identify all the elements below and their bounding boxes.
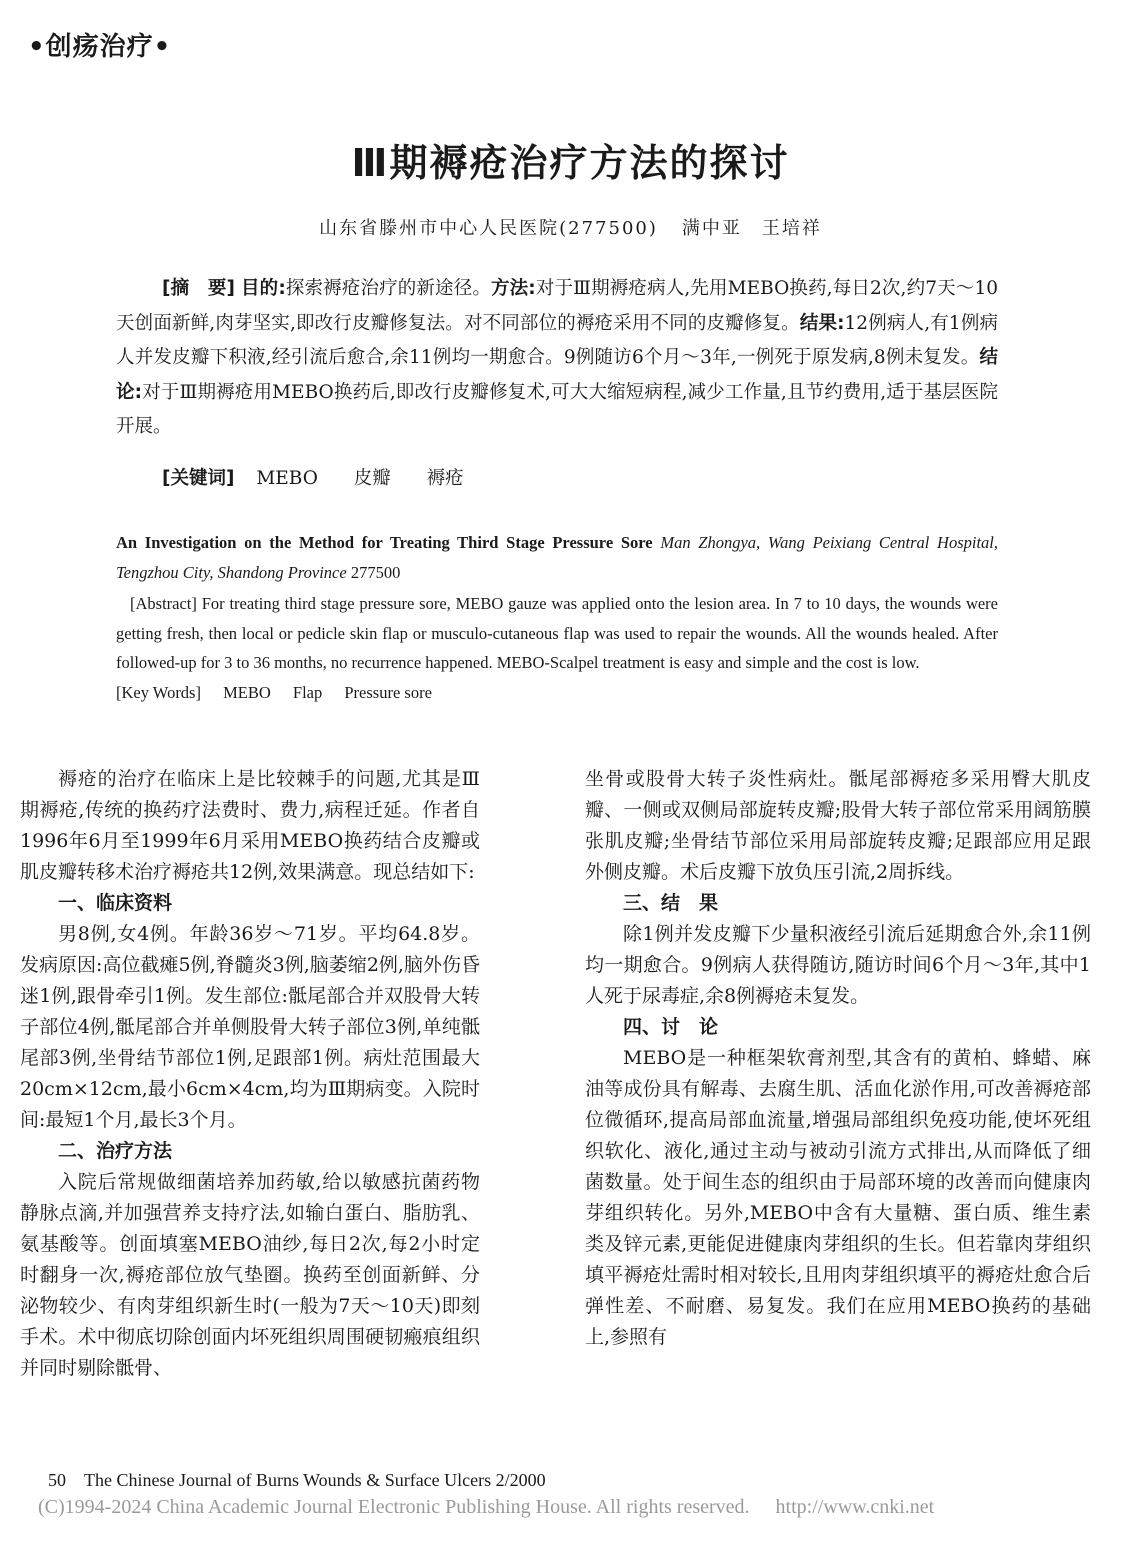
results-paragraph: 除1例并发皮瓣下少量积液经引流后延期愈合外,余11例均一期愈合。9例病人获得随访,随访时间6个月～3年,其中1人死于尿毒症,余8例褥疮未复发。 xyxy=(585,923,1091,1007)
source-url: http://www.cnki.net xyxy=(775,1496,935,1518)
english-abstract-text: For treating third stage pressure sore, MEBO gauze was applied onto the lesion area. In 7 to 10 days, the wounds were getting fresh, then local or pedicle skin flap or musculo-cutaneous flap was used to repair the wounds. All the wounds healed. After followed-up for 3 to 36 months, no recurrence happened. MEBO-Scalpel treatment is easy and simple and the cost is low. xyxy=(116,594,999,672)
clinical-paragraph: 男8例,女4例。年龄36岁～71岁。平均64.8岁。发病原因:高位截瘫5例,脊髓炎3例,脑萎缩2例,脑外伤昏迷1例,跟骨牵引1例。发生部位:骶尾部合并双股骨大转子部位4例,骶尾部合并单侧股骨大转子部位3例,单纯骶尾部3例,坐骨结节部位1例,足跟部1例。病灶范围最大20cm×12cm,最小6cm×4cm,均为Ⅲ期病变。入院时间:最短1个月,最长3个月。 xyxy=(20,923,480,1131)
keyword: 褥疮 xyxy=(426,468,464,489)
section-tag: •创疡治疗• xyxy=(28,32,172,62)
discussion-paragraph: MEBO是一种框架软膏剂型,其含有的黄柏、蜂蜡、麻油等成份具有解毒、去腐生肌、活血化淤作用,可改善褥疮部位微循环,提高局部血流量,增强局部组织免疫功能,使坏死组织软化、液化,通过主动与被动引流方式排出,从而降低了细菌数量。处于间生态的组织由于局部环境的改善而向健康肉芽组织转化。另外,MEBO中含有大量糖、蛋白质、维生素类及锌元素,更能促进健康肉芽组织的生长。但若靠肉芽组织填平褥疮灶需时相对较长,且用肉芽组织填平的褥疮灶愈合后弹性差、不耐磨、易复发。我们在应用MEBO换药的基础上,参照有 xyxy=(585,1047,1091,1348)
copyright-text: (C)1994-2024 China Academic Journal Electronic Publishing House. All rights reserved. xyxy=(38,1496,750,1518)
english-title: An Investigation on the Method for Treating Third Stage Pressure Sore xyxy=(116,533,653,552)
section-heading-discussion: 四、讨 论 xyxy=(623,1016,719,1038)
keyword: MEBO xyxy=(256,468,318,489)
method-text: 对于Ⅲ期褥疮病人,先用MEBO换药,每日2次,约7天～10天创面新鲜,肉芽坚实,即改行皮瓣修复法。对不同部位的褥疮采用不同的皮瓣修复。 xyxy=(116,278,998,334)
copyright-watermark xyxy=(38,1496,934,1519)
intro-paragraph: 褥疮的治疗在临床上是比较棘手的问题,尤其是Ⅲ期褥疮,传统的换药疗法费时、费力,病程迁延。作者自1996年6月至1999年6月采用MEBO换药结合皮瓣或肌皮瓣转移术治疗褥疮共12例,效果满意。现总结如下: xyxy=(20,768,480,883)
result-text: 12例病人,有1例病人并发皮瓣下积液,经引流后愈合,余11例均一期愈合。9例随访6个月～3年,一例死于原发病,8例未复发。 xyxy=(116,312,998,368)
conclusion-text: 对于Ⅲ期褥疮用MEBO换药后,即改行皮瓣修复术,可大大缩短病程,减少工作量,且节约费用,适于基层医院开展。 xyxy=(116,381,998,437)
english-keyword: Pressure sore xyxy=(344,682,432,702)
method-label: 方法: xyxy=(491,278,536,299)
section-heading-treatment: 二、治疗方法 xyxy=(58,1140,173,1162)
abstract-label: [摘 要] xyxy=(162,278,235,299)
page-footer xyxy=(48,1470,546,1491)
article-title: Ⅲ期褥疮治疗方法的探讨 xyxy=(351,141,790,185)
english-keywords-label: [Key Words] xyxy=(116,682,201,702)
english-postcode: 277500 xyxy=(350,562,401,582)
section-heading-clinical: 一、临床资料 xyxy=(58,892,173,914)
page-number: 50 xyxy=(48,1470,66,1490)
english-abstract-label: [Abstract] xyxy=(130,594,197,613)
english-keyword: MEBO xyxy=(223,682,271,702)
chinese-abstract xyxy=(116,272,998,445)
section-heading-results: 三、结 果 xyxy=(623,892,719,914)
objective-text: 探索褥疮治疗的新途径。 xyxy=(285,278,491,299)
body-column-right xyxy=(585,764,1091,1353)
conclusion-label: 结论: xyxy=(116,347,998,403)
english-keyword: Flap xyxy=(292,682,323,702)
affiliation-line xyxy=(0,214,1141,240)
keywords-label: [关键词] xyxy=(162,468,235,489)
english-abstract xyxy=(116,528,998,707)
treatment-paragraph-continued: 坐骨或股骨大转子炎性病灶。骶尾部褥疮多采用臀大肌皮瓣、一侧或双侧局部旋转皮瓣;股骨大转子部位常采用阔筋膜张肌皮瓣;坐骨结节部位采用局部旋转皮瓣;足跟部应用足跟外侧皮瓣。术后皮瓣下放负压引流,2周拆线。 xyxy=(585,768,1091,883)
body-column-left xyxy=(20,764,480,1384)
treatment-paragraph: 入院后常规做细菌培养加药敏,给以敏感抗菌药物静脉点滴,并加强营养支持疗法,如输白蛋白、脂肪乳、氨基酸等。创面填塞MEBO油纱,每日2次,每2小时定时翻身一次,褥疮部位放气垫圈。换药至创面新鲜、分泌物较少、有肉芽组织新生时(一般为7天～10天)即刻手术。术中彻底切除创面内坏死组织周围硬韧瘢痕组织并同时剔除骶骨、 xyxy=(20,1171,480,1379)
english-authors: Man Zhongya, Wang Peixiang Central Hospital, Tengzhou City, Shandong Province xyxy=(116,533,999,582)
authors: 满中亚 王培祥 xyxy=(681,218,822,239)
objective-label: 目的: xyxy=(241,278,286,299)
result-label: 结果: xyxy=(799,312,845,334)
affiliation: 山东省滕州市中心人民医院(277500) xyxy=(319,218,658,239)
journal-name: The Chinese Journal of Burns Wounds & Surface Ulcers 2/2000 xyxy=(84,1470,546,1490)
keyword: 皮瓣 xyxy=(353,468,391,489)
chinese-keywords xyxy=(162,462,478,496)
